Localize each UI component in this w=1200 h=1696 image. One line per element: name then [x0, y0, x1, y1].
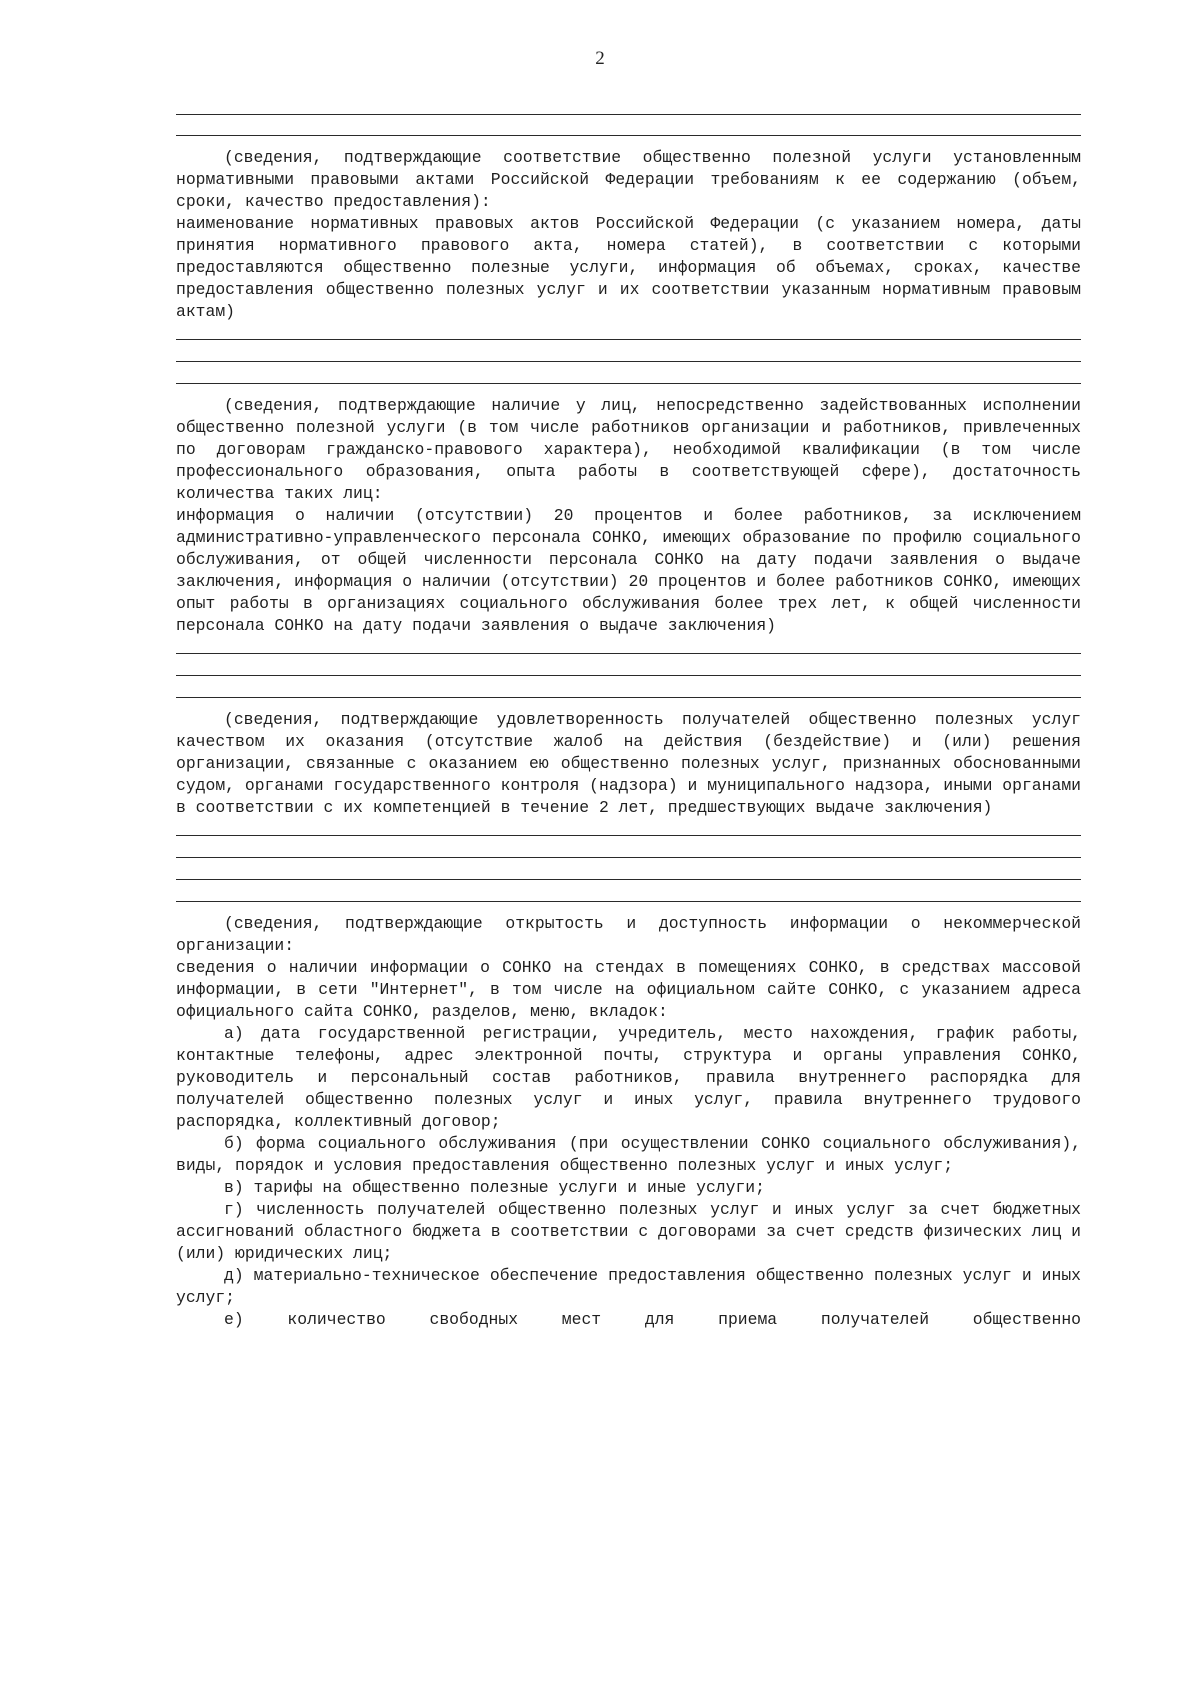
blank-line: [176, 901, 1081, 902]
blank-line: [176, 339, 1081, 340]
document-body: [176, 114, 1081, 1331]
page-number: 2: [595, 48, 605, 69]
section2-caption: (сведения, подтверждающие наличие у лиц, непосредственно задействованных исполнении общественно полезной услуги (в том числе работников организации и работников, привлеченных по договорам гражданско-правового характера), необходимой квалификации (в том числе профессионального образования, опыта работы в соответствующей сфере), достаточность количества таких лиц:: [176, 396, 1081, 503]
section1-details: наименование нормативных правовых актов Российской Федерации (с указанием номера, даты принятия нормативного правового акта, номера статей), в соответствии с которыми предоставляются общественно полезные услуги, информация об объемах, сроках, качестве предоставления общественно полезных услуг и их соответствии указанным нормативным правовым актам): [176, 214, 1081, 321]
blank-line: [176, 114, 1081, 115]
list-item-b: б) форма социального обслуживания (при осуществлении СОНКО социального обслуживания), виды, порядок и условия предоставления общественно полезных услуг и иных услуг;: [176, 1134, 1081, 1175]
blank-line: [176, 653, 1081, 654]
blank-line: [176, 697, 1081, 698]
blank-line: [176, 135, 1081, 136]
blank-line: [176, 383, 1081, 384]
blank-line: [176, 879, 1081, 880]
list-item-e: е) количество свободных мест для приема получателей общественно: [224, 1310, 1081, 1329]
list-item-g: г) численность получателей общественно полезных услуг и иных услуг за счет бюджетных ассигнований областного бюджета в соответствии с договорами за счет средств физических лиц и (или) юридических лиц;: [176, 1200, 1081, 1263]
section2-details: информация о наличии (отсутствии) 20 процентов и более работников, за исключением административно-управленческого персонала СОНКО, имеющих образование по профилю социального обслуживания, от общей численности персонала СОНКО на дату подачи заявления о выдаче заключения, информация о наличии (отсутствии) 20 процентов и более работников СОНКО, имеющих опыт работы в организациях социального обслуживания более трех лет, к общей численности персонала СОНКО на дату подачи заявления о выдаче заключения): [176, 506, 1081, 635]
blank-line: [176, 835, 1081, 836]
list-item-d: д) материально-техническое обеспечение предоставления общественно полезных услуг и иных услуг;: [176, 1266, 1081, 1307]
blank-line: [176, 857, 1081, 858]
list-item-a: а) дата государственной регистрации, учредитель, место нахождения, график работы, контактные телефоны, адрес электронной почты, структура и органы управления СОНКО, руководитель и персональный состав работников, правила внутреннего распорядка для получателей общественно полезных услуг и иных услуг, правила внутреннего трудового распорядка, коллективный договор;: [176, 1024, 1081, 1131]
section4-details: сведения о наличии информации о СОНКО на стендах в помещениях СОНКО, в средствах массовой информации, в сети "Интернет", в том числе на официальном сайте СОНКО, с указанием адреса официального сайта СОНКО, разделов, меню, вкладок:: [176, 958, 1081, 1021]
list-item-v: в) тарифы на общественно полезные услуги и иные услуги;: [224, 1178, 765, 1197]
section3-caption: (сведения, подтверждающие удовлетворенность получателей общественно полезных услуг качеством их оказания (отсутствие жалоб на действия (бездействие) и (или) решения организации, связанные с оказанием ею общественно полезных услуг, признанных обоснованными судом, органами государственного контроля (надзора) и муниципального надзора, иными органами в соответствии с их компетенцией в течение 2 лет, предшествующих выдаче заключения): [176, 710, 1081, 817]
section4-caption: (сведения, подтверждающие открытость и доступность информации о некоммерческой организации:: [176, 914, 1081, 955]
blank-line: [176, 675, 1081, 676]
blank-line: [176, 361, 1081, 362]
section1-caption: (сведения, подтверждающие соответствие общественно полезной услуги установленным нормативными правовыми актами Российской Федерации требованиям к ее содержанию (объем, сроки, качество предоставления):: [176, 148, 1081, 211]
